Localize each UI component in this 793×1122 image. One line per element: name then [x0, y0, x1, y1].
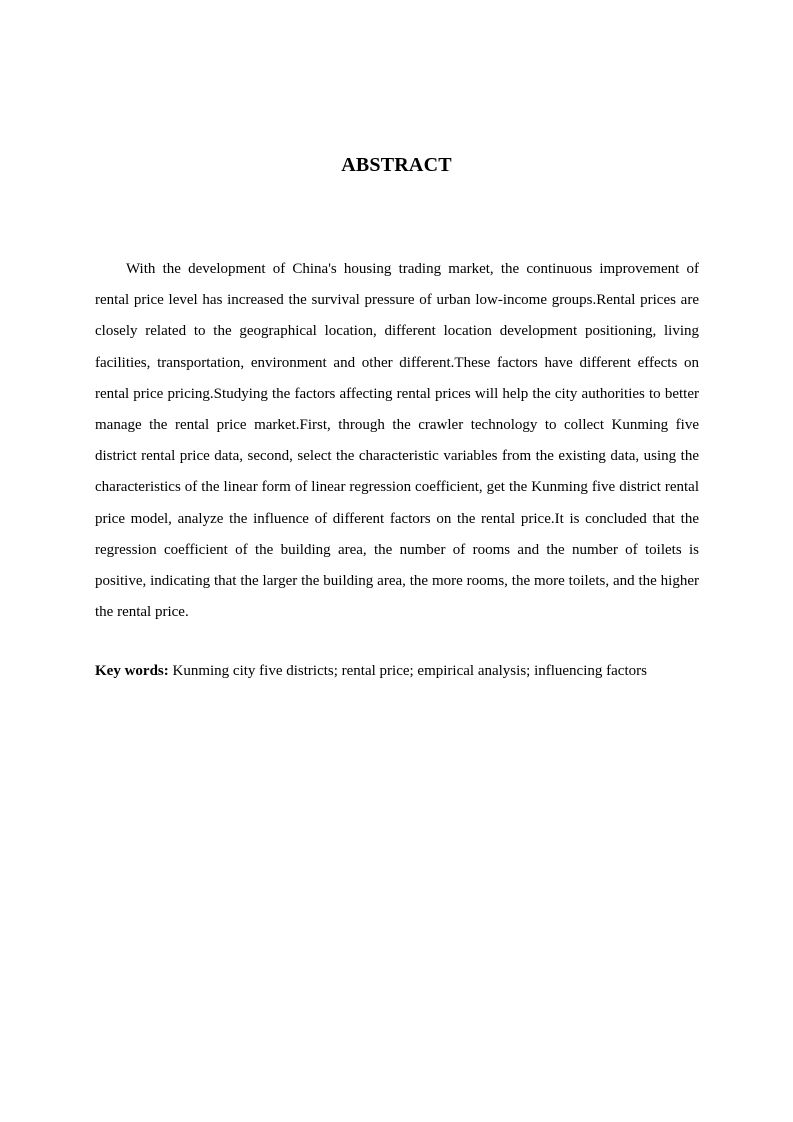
keywords-text: Kunming city five districts; rental price; empirical analysis; influencing factors	[172, 663, 647, 679]
abstract-paragraph: With the development of China's housing trading market, the continuous improvement of rental price level has increased the survival pressure of urban low-income groups.Rental prices are closely related to the geographical location, different location development positioning, living facilities, transportation, environment and other different.These factors have different effects on rental price pricing.Studying the factors affecting rental prices will help the city authorities to better manage the rental price market.First, through the crawler technology to collect Kunming five district rental price data, second, select the characteristic variables from the existing data, using the characteristics of the linear form of linear regression coefficient, get the Kunming five district rental price model, analyze the influence of different factors on the rental price.It is concluded that the regression coefficient of the building area, the number of rooms and the number of toilets is positive, indicating that the larger the building area, the more rooms, the more toilets, and the higher the rental price.	[95, 261, 699, 621]
keywords-label: Key words:	[95, 663, 169, 679]
abstract-title: ABSTRACT	[341, 154, 452, 176]
keywords-line	[95, 660, 699, 682]
